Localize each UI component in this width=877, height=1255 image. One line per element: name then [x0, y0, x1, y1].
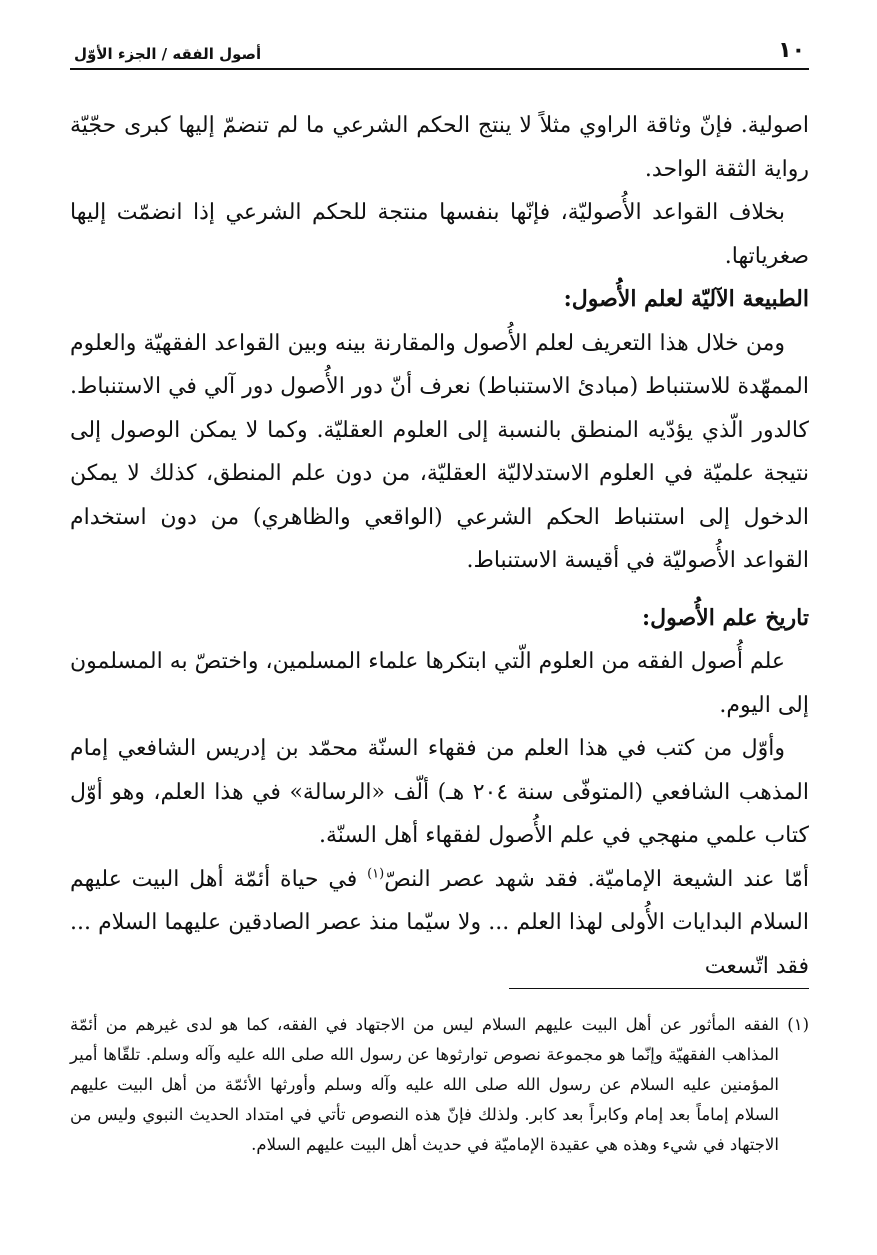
paragraph: علم أُصول الفقه من العلوم الّتي ابتكرها علماء المسلمين، واختصّ به المسلمون إلى اليوم. [70, 649, 809, 718]
footnote-text: الفقه المأثور عن أهل البيت عليهم السلام ليس من الاجتهاد في الفقه، كما هو لدى غيرهم من أئمّة المذاهب الفقهيّة وإنّما هو مجموعة نصوص توارثوها عن رسول الله صلى الله عليه وآله وسلم. تلقّاها أمير المؤمنين عليه السلام عن رسول الله صلى الله عليه وآله وسلم وأورثها الأئمّة من أهل البيت عليهم السلام إماماً بعد إمام وكابراً بعد كابر. ولذلك فإنّ هذه النصوص تأتي في امتداد الحديث النبوي وليس من الاجتهاد في شيء وهذه هي عقيدة الإماميّة في حديث أهل البيت عليهم السلام. [70, 1015, 779, 1154]
paragraph: وأوّل من كتب في هذا العلم من فقهاء السنّة محمّد بن إدريس الشافعي إمام المذهب الشافعي (المتوفّى سنة ٢٠٤ هـ) ألّف «الرسالة» في هذا العلم، وهو أوّل كتاب علمي منهجي في علم الأُصول لفقهاء أهل السنّة. [70, 736, 809, 848]
book-page [70, 30, 809, 1235]
footnote [70, 1010, 809, 1160]
body-text [70, 104, 809, 988]
footnote-reference[interactable]: (١) [367, 866, 385, 882]
running-header [70, 30, 809, 70]
paragraph: ومن خلال هذا التعريف لعلم الأُصول والمقارنة بينه وبين القواعد الفقهيّة والعلوم الممهّدة للاستنباط (مبادئ الاستنباط) نعرف أنّ دور الأُصول دور آلي في الاستنباط. كالدور الّذي يؤدّيه المنطق بالنسبة إلى العلوم العقليّة. وكما لا يمكن الوصول إلى نتيجة علميّة في العلوم الاستدلاليّة العقليّة، من دون علم المنطق، كذلك لا يمكن الدخول إلى استنباط الحكم الشرعي (الواقعي والظاهري) من دون استخدام القواعد الأُصوليّة في أقيسة الاستنباط. [70, 330, 809, 573]
paragraph [70, 858, 809, 989]
paragraph: بخلاف القواعد الأُصوليّة، فإنّها بنفسها منتجة للحكم الشرعي إذا انضمّت إليها صغرياتها. [70, 200, 809, 269]
paragraph-text: أمّا عند الشيعة الإماميّة. فقد شهد عصر النصّ [384, 866, 809, 892]
section-heading: الطبيعة الآليّة لعلم الأُصول: [563, 286, 809, 312]
footnote-number: (١) [787, 1015, 809, 1034]
paragraph-text: في حياة أئمّة أهل البيت عليهم السلام البدايات الأُولى لهذا العلم ... ولا سيّما منذ عصر الصادقين عليهما السلام ... فقد اتّسعت [70, 866, 809, 979]
footnotes [70, 1010, 809, 1160]
page-number: ١٠ [778, 38, 805, 63]
section-heading: تاريخ علم الأُصول: [642, 604, 809, 631]
paragraph: اصولية. فإنّ وثاقة الراوي مثلاً لا ينتج الحكم الشرعي ما لم تنضمّ إليها كبرى حجّيّة رواية الثقة الواحد. [70, 113, 809, 182]
footnote-divider [509, 988, 809, 989]
running-title: أصول الفقه / الجزء الأوّل [74, 45, 262, 63]
